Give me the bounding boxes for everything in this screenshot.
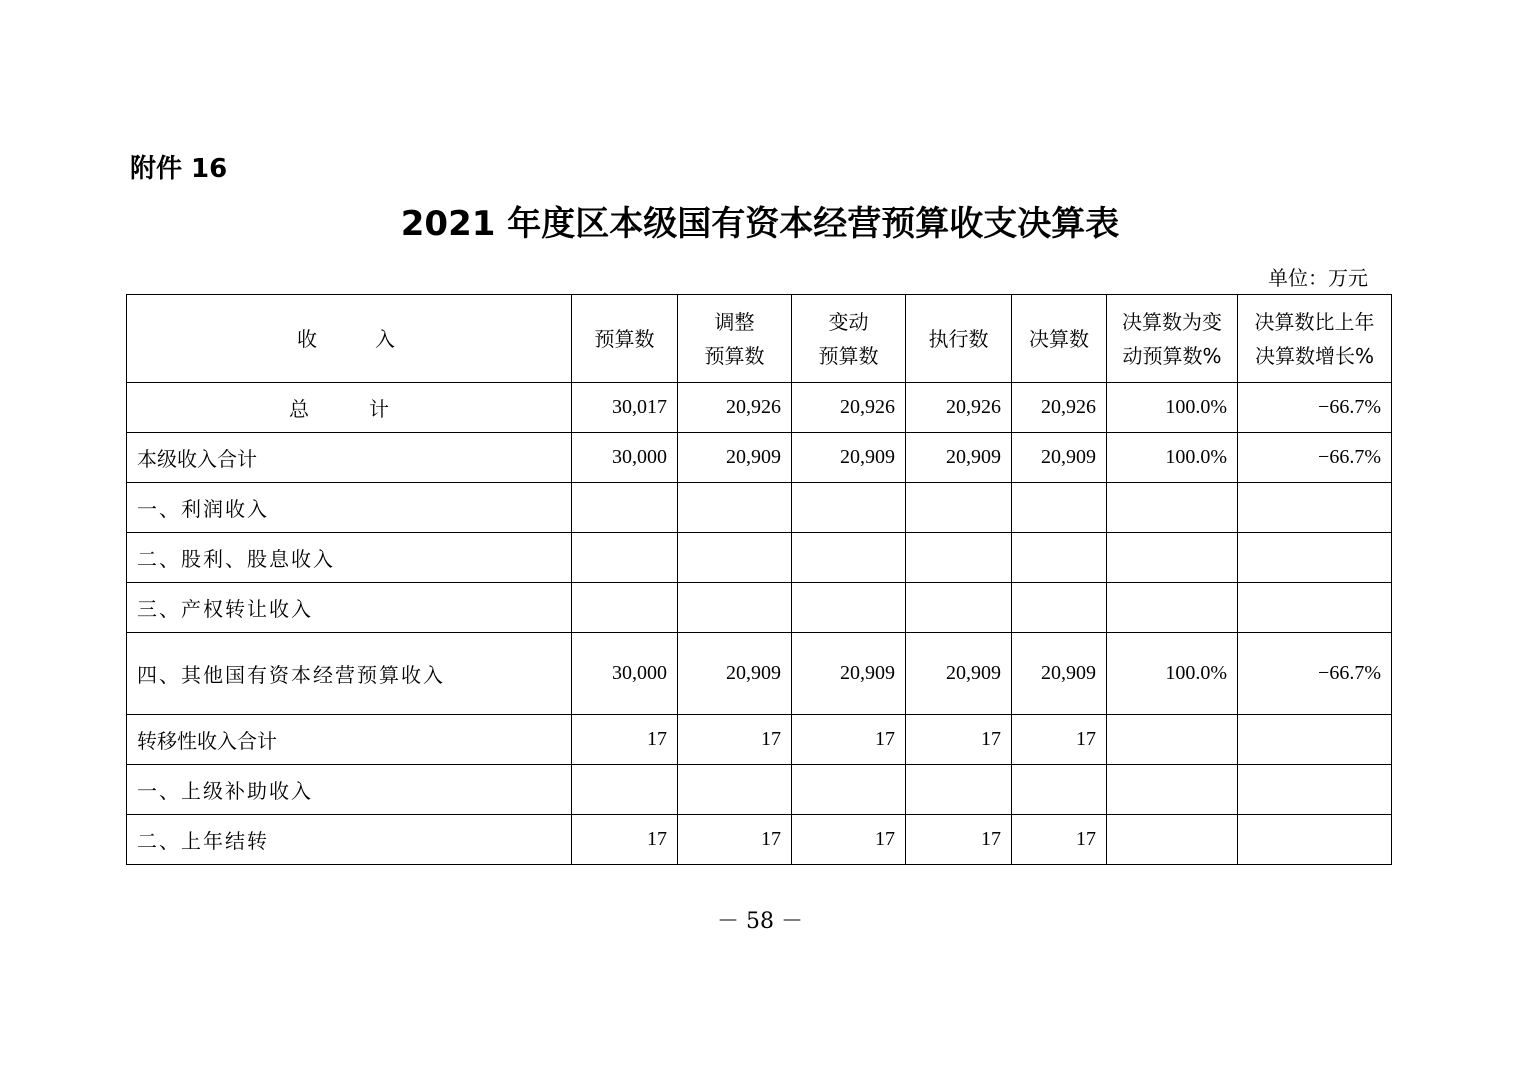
- cell-adjusted: 20,909: [678, 433, 792, 483]
- cell-ratio: 100.0%: [1107, 383, 1238, 433]
- cell-executed: [906, 583, 1012, 633]
- cell-executed: [906, 765, 1012, 815]
- cell-adjusted: 17: [678, 815, 792, 865]
- header-executed: 执行数: [906, 295, 1012, 383]
- header-adjusted-line2: 预算数: [704, 343, 765, 368]
- cell-adjusted: 17: [678, 715, 792, 765]
- cell-growth: [1238, 483, 1392, 533]
- cell-growth: [1238, 815, 1392, 865]
- cell-ratio: [1107, 815, 1238, 865]
- page-number: － 58 －: [717, 909, 803, 934]
- header-ratio: [1107, 295, 1238, 383]
- cell-changed: [792, 583, 906, 633]
- table-header-row: [127, 295, 1392, 383]
- cell-executed: 17: [906, 715, 1012, 765]
- cell-final: [1012, 765, 1107, 815]
- cell-growth: [1238, 715, 1392, 765]
- cell-executed: [906, 533, 1012, 583]
- cell-final: [1012, 533, 1107, 583]
- cell-changed: 20,909: [792, 433, 906, 483]
- cell-changed: 17: [792, 815, 906, 865]
- table-row: [127, 483, 1392, 533]
- header-final: 决算数: [1012, 295, 1107, 383]
- cell-changed: [792, 765, 906, 815]
- cell-final: 17: [1012, 815, 1107, 865]
- header-adjusted-line1: 调整: [714, 309, 755, 334]
- cell-executed: 17: [906, 815, 1012, 865]
- cell-adjusted: [678, 483, 792, 533]
- cell-ratio: [1107, 715, 1238, 765]
- row-label: 本级收入合计: [127, 433, 572, 483]
- cell-final: [1012, 583, 1107, 633]
- cell-final: 20,909: [1012, 633, 1107, 715]
- cell-growth: −66.7%: [1238, 383, 1392, 433]
- row-label: 二、上年结转: [127, 815, 572, 865]
- cell-growth: [1238, 765, 1392, 815]
- cell-budget: 17: [572, 715, 678, 765]
- header-growth-line1: 决算数比上年: [1254, 309, 1375, 334]
- cell-adjusted: [678, 583, 792, 633]
- header-changed-line2: 预算数: [818, 343, 879, 368]
- cell-final: [1012, 483, 1107, 533]
- row-label: 转移性收入合计: [127, 715, 572, 765]
- cell-ratio: [1107, 583, 1238, 633]
- cell-growth: −66.7%: [1238, 433, 1392, 483]
- cell-changed: 20,909: [792, 633, 906, 715]
- cell-executed: 20,926: [906, 383, 1012, 433]
- table-row: [127, 433, 1392, 483]
- budget-table: [126, 294, 1392, 865]
- row-label: 四、其他国有资本经营预算收入: [127, 633, 572, 715]
- table-row: [127, 765, 1392, 815]
- cell-adjusted: 20,926: [678, 383, 792, 433]
- attachment-label: 附件 16: [130, 154, 228, 184]
- header-growth: [1238, 295, 1392, 383]
- table-row: [127, 583, 1392, 633]
- table-row: [127, 715, 1392, 765]
- cell-growth: [1238, 583, 1392, 633]
- table-row: [127, 815, 1392, 865]
- cell-budget: 17: [572, 815, 678, 865]
- header-ratio-line1: 决算数为变: [1122, 309, 1222, 334]
- cell-ratio: [1107, 533, 1238, 583]
- row-label: 一、上级补助收入: [127, 765, 572, 815]
- header-growth-line2: 决算数增长%: [1254, 343, 1374, 368]
- cell-budget: 30,017: [572, 383, 678, 433]
- cell-final: 17: [1012, 715, 1107, 765]
- row-label: 二、股利、股息收入: [127, 533, 572, 583]
- cell-executed: 20,909: [906, 433, 1012, 483]
- table-row: [127, 533, 1392, 583]
- cell-adjusted: [678, 533, 792, 583]
- cell-budget: 30,000: [572, 633, 678, 715]
- table-row: [127, 633, 1392, 715]
- header-adjusted: [678, 295, 792, 383]
- cell-budget: [572, 765, 678, 815]
- cell-ratio: 100.0%: [1107, 633, 1238, 715]
- cell-changed: [792, 533, 906, 583]
- cell-ratio: 100.0%: [1107, 433, 1238, 483]
- cell-budget: [572, 533, 678, 583]
- row-label: 三、产权转让收入: [127, 583, 572, 633]
- cell-changed: [792, 483, 906, 533]
- header-changed: [792, 295, 906, 383]
- row-label: 一、利润收入: [127, 483, 572, 533]
- page-title: 2021 年度区本级国有资本经营预算收支决算表: [400, 204, 1120, 244]
- cell-adjusted: 20,909: [678, 633, 792, 715]
- cell-growth: −66.7%: [1238, 633, 1392, 715]
- cell-final: 20,909: [1012, 433, 1107, 483]
- cell-changed: 20,926: [792, 383, 906, 433]
- unit-label: 单位：万元: [1268, 266, 1368, 290]
- cell-growth: [1238, 533, 1392, 583]
- cell-budget: [572, 583, 678, 633]
- cell-changed: 17: [792, 715, 906, 765]
- row-label: 总 计: [127, 383, 572, 433]
- cell-executed: [906, 483, 1012, 533]
- cell-adjusted: [678, 765, 792, 815]
- cell-ratio: [1107, 765, 1238, 815]
- cell-ratio: [1107, 483, 1238, 533]
- cell-final: 20,926: [1012, 383, 1107, 433]
- cell-budget: [572, 483, 678, 533]
- header-changed-line1: 变动: [828, 309, 869, 334]
- cell-budget: 30,000: [572, 433, 678, 483]
- header-budget: 预算数: [572, 295, 678, 383]
- header-ratio-line2: 动预算数%: [1122, 343, 1222, 368]
- header-income: 收 入: [127, 295, 572, 383]
- table-row: [127, 383, 1392, 433]
- cell-executed: 20,909: [906, 633, 1012, 715]
